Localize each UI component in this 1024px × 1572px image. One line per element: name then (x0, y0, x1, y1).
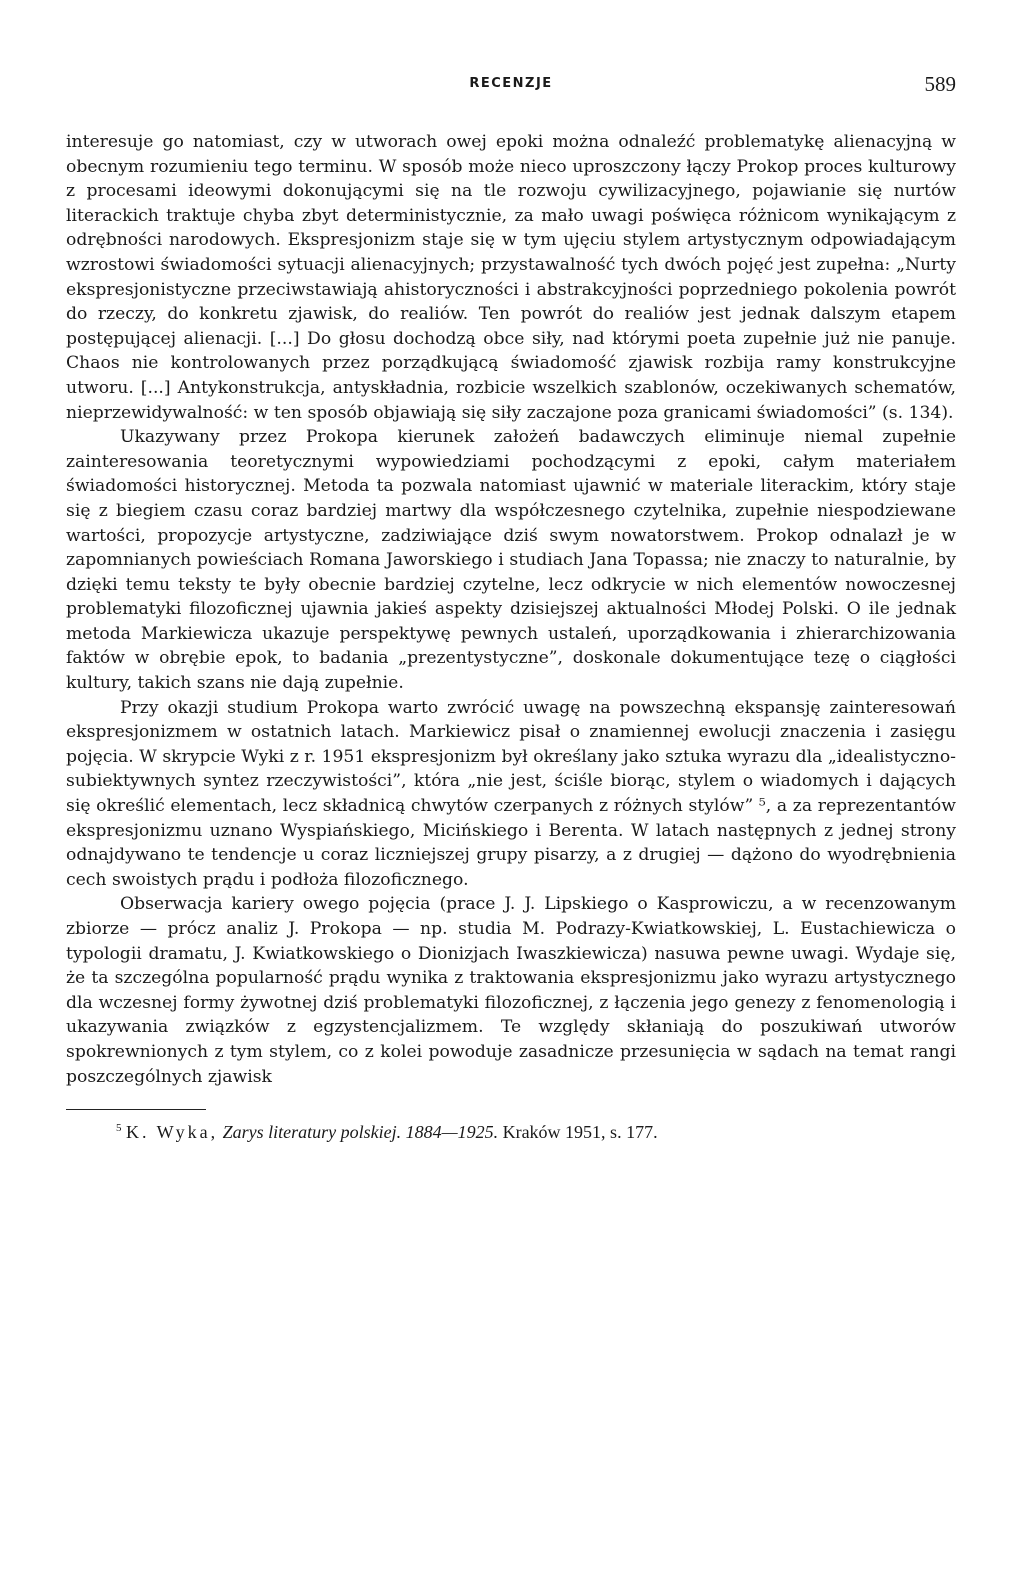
page-header (66, 68, 956, 102)
paragraph-2: Ukazywany przez Prokopa kierunek założeń badawczych eliminuje niemal zupełnie zainteresowania teoretycznymi wypowiedziami pochodzącymi z epoki, całym materiałem świadomości historycznej. Metoda ta pozwala natomiast ujawnić w materiale literackim, który staje się z biegiem czasu coraz bardziej martwy dla współczesnego czytelnika, zupełnie niespodziewane wartości, propozycje artystyczne, zadziwiające dziś swym nowatorstwem. Prokop odnalazł je w zapomnianych powieściach Romana Jaworskiego i studiach Jana Topassa; nie znaczy to naturalnie, by dzięki temu teksty te były obecnie bardziej czytelne, lecz odkrycie w nich elementów nowoczesnej problematyki filozoficznej ujawnia jakieś aspekty dzisiejszej aktualności Młodej Polski. O ile jednak metoda Markiewicza ukazuje perspektywę pewnych ustaleń, uporządkowania i zhierarchizowania faktów w obrębie epok, to badania „prezentystyczne”, doskonale dokumentujące tezę o ciągłości kultury, takich szans nie dają zupełnie. (66, 427, 956, 694)
footnote (66, 1122, 956, 1143)
footnote-publication: Kraków 1951, s. 177. (502, 1122, 658, 1143)
running-head: RECENZJE (469, 76, 553, 91)
footnote-marker: 5 (116, 1122, 122, 1135)
footnote-author: K. Wyka, (126, 1122, 219, 1143)
footnote-title: Zarys literatury polskiej. 1884—1925. (222, 1122, 499, 1143)
footnote-divider (66, 1109, 206, 1110)
paragraph-4: Obserwacja kariery owego pojęcia (prace J. J. Lipskiego o Kasprowiczu, a w recenzowanym zbiorze — prócz analiz J. Prokopa — np. studia M. Podrazy-Kwiatkowskiej, L. Eustachiewicza o typologii dramatu, J. Kwiatkowskiego o Dionizjach Iwaszkiewicza) nasuwa pewne uwagi. Wydaje się, że ta szczególna popularność prądu wynika z traktowania ekspresjonizmu jako wyrazu artystycznego dla wczesnej formy żywotnej dziś problematyki filozoficznej, z łączenia jego genezy z fenomenologią i ukazywania związków z egzystencjalizmem. Te względy skłaniają do poszukiwań utworów spokrewnionych z tym stylem, co z kolei powoduje zasadnicze przesunięcia w sądach na temat rangi poszczególnych zjawisk (66, 894, 956, 1087)
page-number: 589 (924, 72, 956, 96)
article-body (66, 130, 956, 1089)
page (66, 68, 956, 1143)
paragraph-1: interesuje go natomiast, czy w utworach owej epoki można odnaleźć problematykę alienacyjną w obecnym rozumieniu tego terminu. W sposób może nieco uproszczony łączy Prokop proces kulturowy z procesami ideowymi dokonującymi się na tle rozwoju cywilizacyjnego, pojawianie się nurtów literackich traktuje chyba zbyt deterministycznie, za mało uwagi poświęca różnicom wynikającym z odrębności narodowych. Ekspresjonizm staje się w tym ujęciu stylem artystycznym odpowiadającym wzrostowi świadomości sytuacji alienacyjnych; przystawalność tych dwóch pojęć jest zupełna: „Nurty ekspresjonistyczne przeciwstawiają ahistoryczności i abstrakcyjności poprzedniego pokolenia powrót do rzeczy, do konkretu zjawisk, do realiów. Ten powrót do realiów jest jednak dalszym etapem postępującej alienacji. [...] Do głosu dochodzą obce siły, nad którymi poeta zupełnie już nie panuje. Chaos nie kontrolowanych przez porządkującą świadomość zjawisk rozbija ramy konstrukcyjne utworu. [...] Antykonstrukcja, antyskładnia, rozbicie wszelkich szablonów, oczekiwanych schematów, nieprzewidywalność: w ten sposób objawiają się siły zaczajone poza granicami świadomości” (s. 134). (66, 132, 956, 423)
paragraph-3: Przy okazji studium Prokopa warto zwrócić uwagę na powszechną ekspansję zainteresowań ekspresjonizmem w ostatnich latach. Markiewicz pisał o znamiennej ewolucji znaczenia i zasięgu pojęcia. W skrypcie Wyki z r. 1951 ekspresjonizm był określany jako sztuka wyrazu dla „idealistyczno-subiektywnych syntez rzeczywistości”, która „nie jest, ściśle biorąc, stylem o wiadomych i dających się określić elementach, lecz składnicą chwytów czerpanych z różnych stylów” ⁵, a za reprezentantów ekspresjonizmu uznano Wyspiańskiego, Micińskiego i Berenta. W latach następnych z jednej strony odnajdywano te tendencje u coraz liczniejszej grupy pisarzy, a z drugiej — dążono do wyodrębnienia cech swoistych prądu i podłoża filozoficznego. (66, 697, 956, 890)
